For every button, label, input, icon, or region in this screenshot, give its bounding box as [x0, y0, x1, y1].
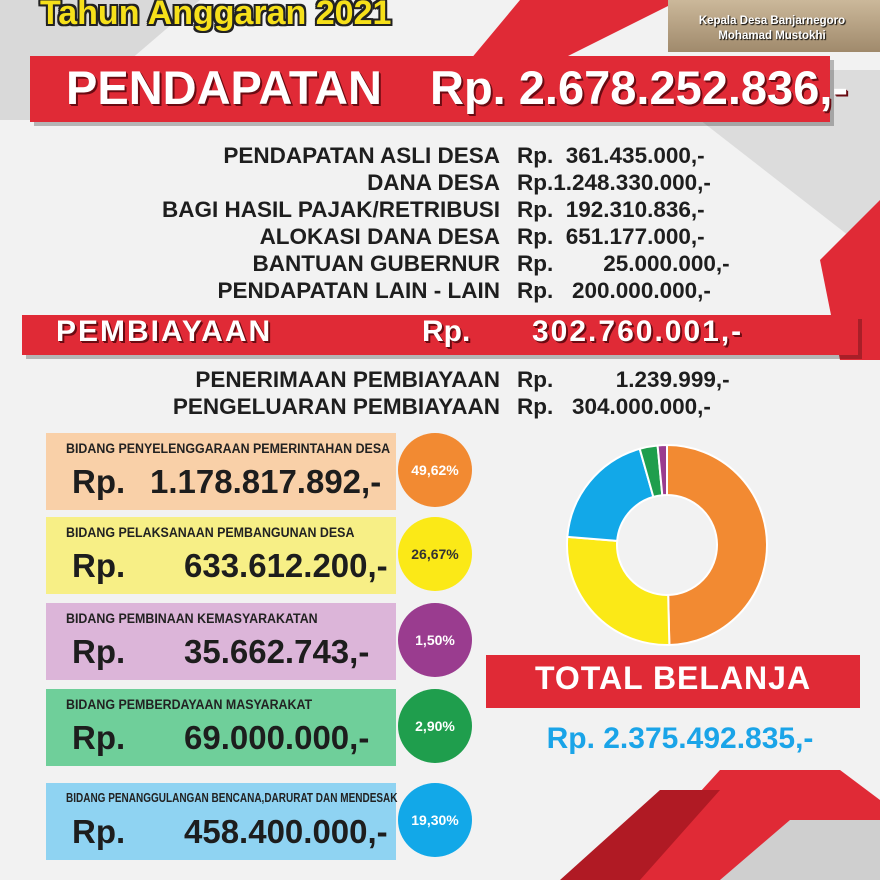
- pendapatan-row: [0, 170, 880, 197]
- bidang-amount-value: 69.000.000,-: [184, 719, 370, 756]
- bidang-name: BIDANG PEMBERDAYAAN MASYARAKAT: [66, 697, 313, 712]
- photo-caption-line1: Kepala Desa Banjarnegoro: [698, 15, 846, 27]
- pendapatan-row-value: Rp. 361.435.000,-: [517, 143, 705, 168]
- bidang-card: [46, 433, 396, 510]
- pendapatan-row: [0, 251, 880, 278]
- belanja-donut-chart: [557, 435, 777, 655]
- pendapatan-row-label: PENDAPATAN ASLI DESA: [223, 143, 500, 168]
- photo-caption-line2: Mohamad Mustokhi: [718, 30, 826, 42]
- pendapatan-row: [0, 197, 880, 224]
- donut-slice: [567, 537, 669, 645]
- pendapatan-row-value: Rp. 192.310.836,-: [517, 197, 705, 222]
- pembiayaan-amount: 302.760.001,-: [532, 315, 744, 348]
- pembiayaan-row-value: Rp. 304.000.000,-: [517, 394, 711, 419]
- page-title: Tahun Anggaran 2021: [40, 0, 392, 32]
- pembiayaan-row: [0, 367, 880, 394]
- bidang-amount-value: 35.662.743,-: [184, 633, 370, 670]
- bidang-percent-badge: 1,50%: [398, 603, 472, 677]
- photo-caption: [672, 14, 872, 44]
- bidang-percent-badge: 2,90%: [398, 689, 472, 763]
- donut-slice: [667, 445, 767, 645]
- pendapatan-row: [0, 143, 880, 170]
- bidang-card: [46, 603, 396, 680]
- bidang-card: [46, 689, 396, 766]
- bidang-amount-rp: Rp.: [72, 547, 126, 584]
- pendapatan-row-label: BAGI HASIL PAJAK/RETRIBUSI: [162, 197, 500, 222]
- bidang-amount-rp: Rp.: [72, 633, 126, 670]
- total-belanja-label: TOTAL BELANJA: [534, 660, 812, 696]
- donut-slice: [567, 449, 653, 541]
- bidang-card: [46, 517, 396, 594]
- pembiayaan-row: [0, 394, 880, 421]
- pembiayaan-rp: Rp.: [422, 315, 471, 348]
- pendapatan-amount: Rp. 2.678.252.836,-: [430, 61, 849, 114]
- pendapatan-row-label: BANTUAN GUBERNUR: [252, 251, 500, 276]
- pendapatan-row-value: Rp. 651.177.000,-: [517, 224, 705, 249]
- bidang-name: BIDANG PENYELENGGARAAN PEMERINTAHAN DESA: [66, 441, 391, 456]
- bidang-amount-value: 633.612.200,-: [184, 547, 388, 584]
- pendapatan-row-value: Rp. 25.000.000,-: [517, 251, 730, 276]
- bidang-amount-rp: Rp.: [72, 719, 126, 756]
- pembiayaan-row-label: PENERIMAAN PEMBIAYAAN: [195, 367, 500, 392]
- bidang-percent-badge: 19,30%: [398, 783, 472, 857]
- pendapatan-label: PENDAPATAN: [66, 61, 382, 114]
- pendapatan-row: [0, 278, 880, 305]
- bidang-name: BIDANG PELAKSANAAN PEMBANGUNAN DESA: [66, 525, 355, 540]
- pembiayaan-label: PEMBIAYAAN: [56, 315, 273, 348]
- bidang-amount-value: 458.400.000,-: [184, 813, 388, 850]
- pendapatan-row-label: PENDAPATAN LAIN - LAIN: [217, 278, 500, 303]
- pendapatan-row: [0, 224, 880, 251]
- bidang-name: BIDANG PEMBINAAN KEMASYARAKATAN: [66, 611, 318, 626]
- pendapatan-row-value: Rp.1.248.330.000,-: [517, 170, 711, 195]
- bidang-card: [46, 783, 396, 860]
- bidang-amount-rp: Rp.: [72, 463, 126, 500]
- bidang-percent-badge: 26,67%: [398, 517, 472, 591]
- bidang-percent-badge: 49,62%: [398, 433, 472, 507]
- pembiayaan-row-label: PENGELUARAN PEMBIAYAAN: [172, 394, 500, 419]
- pendapatan-row-label: ALOKASI DANA DESA: [259, 224, 500, 249]
- bidang-amount-rp: Rp.: [72, 813, 126, 850]
- total-belanja-amount: Rp. 2.375.492.835,-: [546, 722, 814, 755]
- bidang-amount-value: 1.178.817.892,-: [150, 463, 382, 500]
- pendapatan-row-label: DANA DESA: [367, 170, 500, 195]
- bidang-name: BIDANG PENANGGULANGAN BENCANA,DARURAT DAN MENDESAK: [66, 791, 398, 805]
- pembiayaan-row-value: Rp. 1.239.999,-: [517, 367, 730, 392]
- pendapatan-row-value: Rp. 200.000.000,-: [517, 278, 711, 303]
